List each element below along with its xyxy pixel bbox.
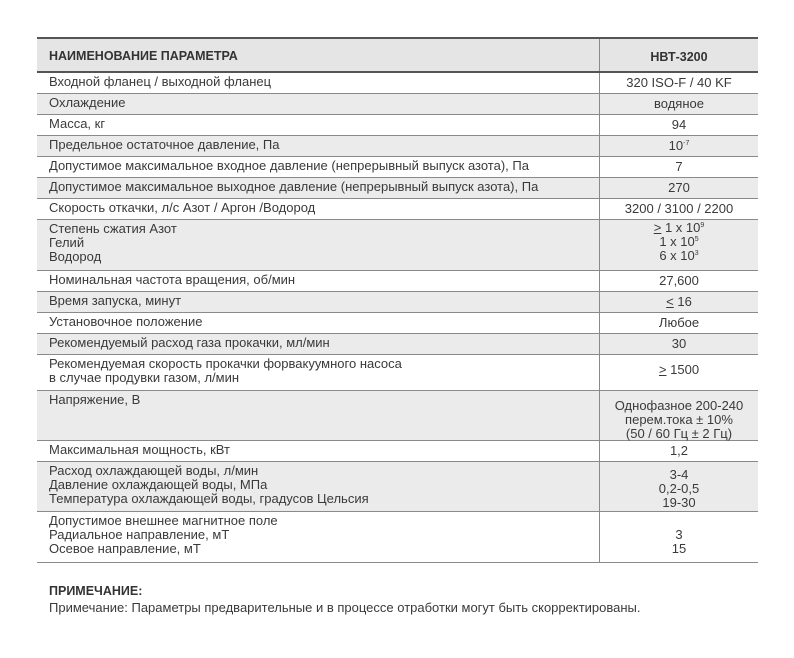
param-cell	[37, 136, 600, 156]
note-title: ПРИМЕЧАНИЕ:	[49, 584, 143, 598]
table-row	[37, 441, 758, 462]
value-text: 320 ISO-F / 40 KF	[626, 75, 732, 90]
table-row	[37, 199, 758, 220]
value-cell	[600, 271, 758, 291]
param-cell	[37, 199, 600, 219]
param-cell	[37, 94, 600, 114]
note-text: Примечание: Параметры предварительные и в процессе отработки могут быть скорректированы.	[49, 600, 641, 615]
header-model: НВТ-3200	[650, 49, 708, 64]
value-text: 7	[675, 159, 683, 174]
param-text: Рекомендуемый расход газа прокачки, мл/мин	[49, 335, 330, 350]
param-text: Гелий	[49, 235, 85, 250]
param-cell	[37, 220, 600, 270]
value-cell	[600, 292, 758, 312]
exponent: 3	[694, 250, 699, 257]
param-cell	[37, 157, 600, 177]
param-text: Температура охлаждающей воды, градусов Цельсия	[49, 491, 369, 506]
value-cell	[600, 94, 758, 114]
table-row	[37, 334, 758, 355]
param-cell	[37, 292, 600, 312]
value-text: 19-30	[662, 495, 696, 510]
param-text: Осевое направление, мТ	[49, 541, 201, 556]
param-cell	[37, 271, 600, 291]
value-text: 0,2-0,5	[658, 481, 700, 496]
value-cell	[600, 441, 758, 461]
param-text: Скорость откачки, л/с Азот / Аргон /Водород	[49, 200, 316, 215]
table-row	[37, 512, 758, 563]
param-text: Охлаждение	[49, 95, 126, 110]
value-cell	[600, 73, 758, 93]
param-text: Допустимое внешнее магнитное поле	[49, 513, 278, 528]
param-cell	[37, 115, 600, 135]
comparison-sign: <	[666, 294, 674, 309]
value-cell	[600, 334, 758, 354]
value-text: 6 x $10^3$	[659, 248, 699, 263]
param-text: Степень сжатия Азот	[49, 221, 177, 236]
value-cell	[600, 512, 758, 562]
comparison-sign: >	[653, 220, 662, 235]
param-text: Радиальное направление, мТ	[49, 527, 230, 542]
param-text: Время запуска, минут	[49, 293, 182, 308]
param-cell	[37, 391, 600, 440]
value-text: 270	[668, 180, 690, 195]
param-cell	[37, 73, 600, 93]
table-row	[37, 220, 758, 271]
param-cell	[37, 334, 600, 354]
value-text: водяное	[654, 96, 704, 111]
table-row	[37, 157, 758, 178]
value-text: $10^{-7}$	[668, 138, 690, 153]
param-text: Расход охлаждающей воды, л/мин	[49, 463, 259, 478]
value-cell	[600, 313, 758, 333]
value-cell	[600, 391, 758, 440]
value-text: 3200 / 3100 / 2200	[624, 201, 734, 216]
value-text: 1,2	[669, 443, 689, 458]
param-cell	[37, 313, 600, 333]
value-cell	[600, 115, 758, 135]
value-cell	[600, 136, 758, 156]
value-text: 15	[671, 541, 687, 556]
value-text	[600, 514, 758, 528]
param-text: Рекомендуемая скорость прокачки форвакуумного насоса	[49, 356, 402, 371]
param-text: Допустимое максимальное выходное давление (непрерывный выпуск азота), Па	[49, 179, 539, 194]
param-text: Предельное остаточное давление, Па	[49, 137, 280, 152]
table-row	[37, 271, 758, 292]
comparison-sign: >	[658, 362, 667, 377]
value-cell	[600, 157, 758, 177]
value-text: 3-4	[669, 467, 689, 482]
param-text: Номинальная частота вращения, об/мин	[49, 272, 296, 287]
table-row	[37, 462, 758, 512]
table-row	[37, 355, 758, 391]
note-block	[49, 584, 641, 615]
param-cell	[37, 441, 600, 461]
value-cell	[600, 220, 758, 270]
table-row	[37, 73, 758, 94]
param-text: Установочное положение	[49, 314, 203, 329]
param-text: Напряжение, В	[49, 392, 141, 407]
value-text: перем.тока ± 10%	[625, 412, 733, 427]
table-header	[37, 37, 758, 73]
table-row	[37, 178, 758, 199]
spec-table	[37, 37, 758, 563]
param-text: Входной фланец / выходной фланец	[49, 74, 272, 89]
value-cell	[600, 355, 758, 390]
value-text: 30	[671, 336, 687, 351]
param-text: в случае продувки газом, л/мин	[49, 370, 240, 385]
value-text: > 1 x $10^9$	[653, 220, 705, 235]
value-text: (50 / 60 Гц ± 2 Гц)	[625, 426, 733, 441]
value-text: > 1500	[658, 362, 700, 377]
value-text: Однофазное 200-240	[614, 398, 744, 413]
table-row	[37, 313, 758, 334]
param-text: Масса, кг	[49, 116, 106, 131]
param-text: Максимальная мощность, кВт	[49, 442, 230, 457]
param-cell	[37, 178, 600, 198]
value-text: 94	[671, 117, 687, 132]
param-cell	[37, 355, 600, 390]
header-param: НАИМЕНОВАНИЕ ПАРАМЕТРА	[37, 39, 600, 71]
value-text: < 16	[666, 294, 692, 309]
exponent: 5	[694, 236, 699, 243]
value-text: 27,600	[659, 273, 699, 288]
value-text: 3	[675, 527, 683, 542]
value-cell	[600, 462, 758, 511]
value-cell	[600, 178, 758, 198]
table-row	[37, 292, 758, 313]
param-cell	[37, 512, 600, 562]
param-text: Давление охлаждающей воды, МПа	[49, 477, 268, 492]
param-text: Допустимое максимальное входное давление (непрерывный выпуск азота), Па	[49, 158, 529, 173]
exponent: -7	[683, 140, 690, 147]
table-row	[37, 391, 758, 441]
table-row	[37, 115, 758, 136]
table-row	[37, 94, 758, 115]
table-body	[37, 73, 758, 563]
value-cell	[600, 199, 758, 219]
param-cell	[37, 462, 600, 511]
value-text: Любое	[658, 315, 700, 330]
value-text: 1 x $10^5$	[659, 234, 699, 249]
table-row	[37, 136, 758, 157]
param-text: Водород	[49, 249, 102, 264]
exponent: 9	[700, 222, 705, 229]
